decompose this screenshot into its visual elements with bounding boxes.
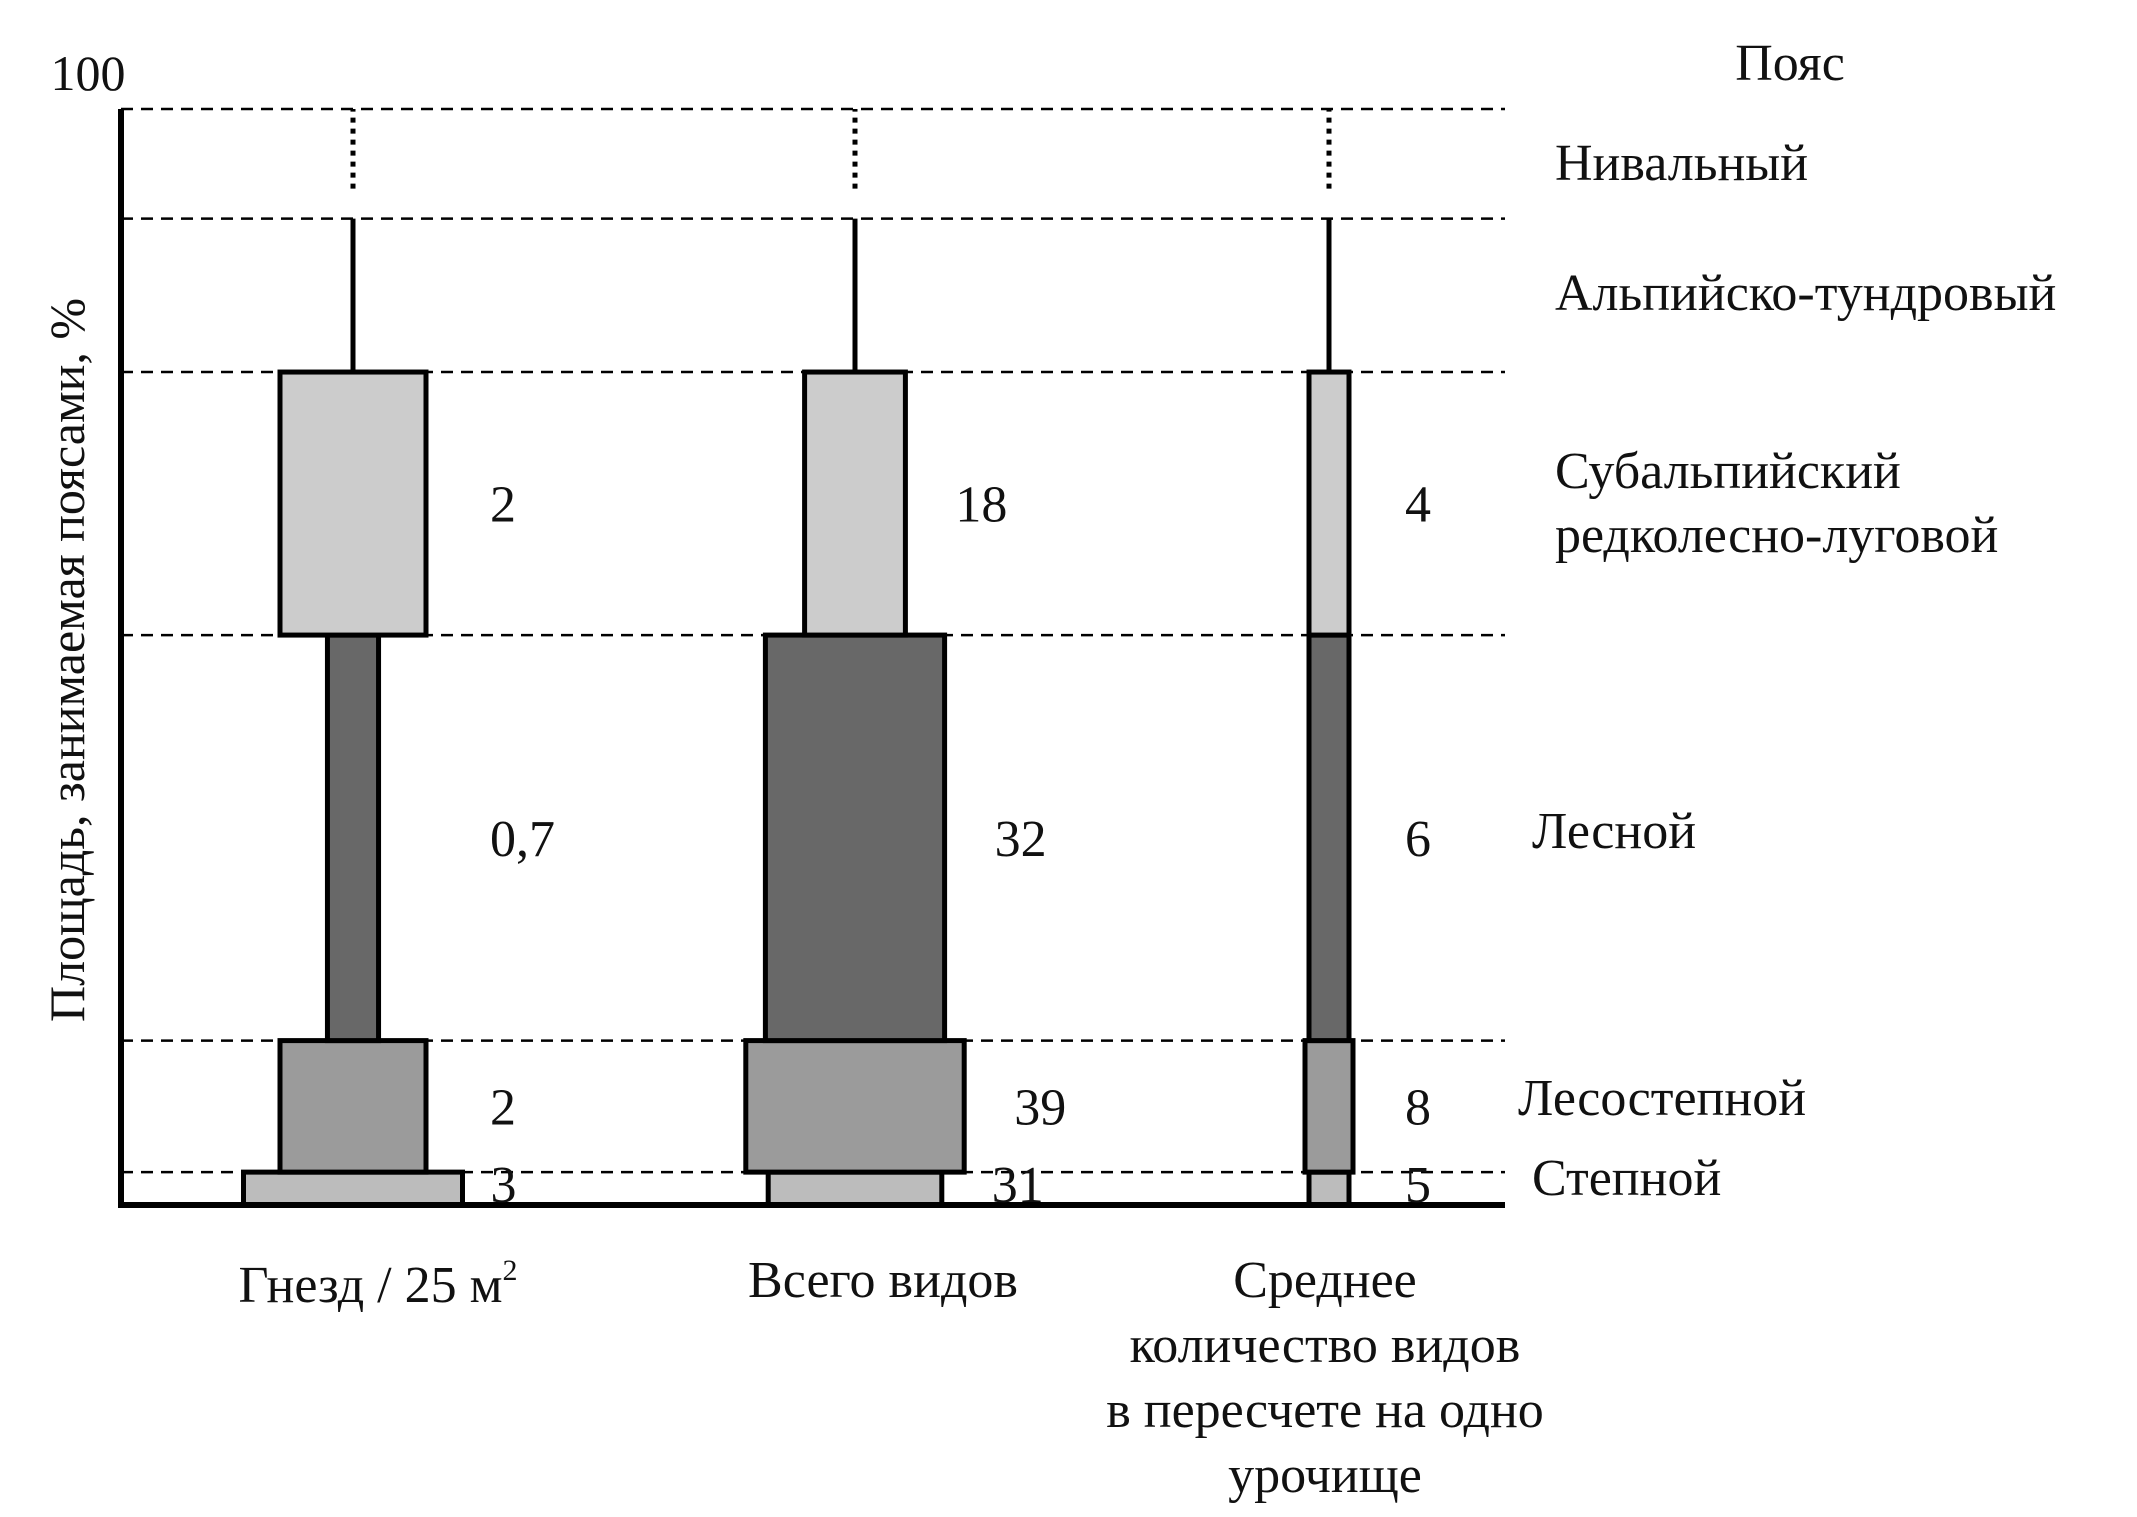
- value-label-2-2: 6: [1405, 810, 1431, 868]
- category-label-mean-species-line1: Среднее: [1233, 1252, 1417, 1309]
- y-axis-label: Площадь, занимаемая поясами, %: [39, 298, 95, 1022]
- belt-label-forest-steppe: Лесостепной: [1518, 1070, 1807, 1127]
- value-label-1-2: 32: [994, 810, 1047, 868]
- category-label-total-species: Всего видов: [748, 1252, 1018, 1309]
- y-max-tick-label: 100: [50, 45, 126, 101]
- bar-2-0: [1309, 1172, 1349, 1205]
- value-label-0-1: 2: [490, 1079, 516, 1137]
- bar-2-2: [1309, 635, 1349, 1041]
- bar-2-3: [1309, 372, 1349, 635]
- bar-1-3: [805, 372, 906, 635]
- value-label-1-0: 31: [991, 1157, 1044, 1214]
- bar-1-2: [765, 635, 944, 1041]
- bar-0-1: [280, 1041, 426, 1173]
- category-label-mean-species-line2: количество видов: [1129, 1317, 1521, 1374]
- bar-1-0: [768, 1172, 942, 1205]
- category-label-nests: Гнезд / 25 $м^2$: [238, 1254, 518, 1314]
- belt-label-subalpine-line2: редколесно-луговой: [1555, 507, 1999, 564]
- belt-label-nival: Нивальный: [1555, 135, 1809, 192]
- belt-label-subalpine-line1: Субальпийский: [1555, 443, 1901, 500]
- bar-1-1: [746, 1041, 964, 1173]
- category-label-mean-species-line4: урочище: [1228, 1447, 1422, 1504]
- value-label-2-3: 4: [1405, 476, 1431, 534]
- legend-title: Пояс: [1735, 35, 1845, 92]
- bar-2-1: [1305, 1041, 1353, 1173]
- bar-0-3: [280, 372, 426, 635]
- bar-0-0: [244, 1172, 463, 1205]
- belt-label-forest: Лесной: [1532, 803, 1697, 860]
- value-label-2-0: 5: [1405, 1157, 1431, 1214]
- category-label-mean-species-line3: в пересчете на одно: [1106, 1382, 1544, 1439]
- value-label-0-0: 3: [490, 1157, 517, 1214]
- category-labels: [238, 1252, 1543, 1504]
- belt-label-steppe: Степной: [1532, 1150, 1722, 1207]
- value-label-0-2: 0,7: [490, 810, 555, 868]
- value-label-1-3: 18: [955, 476, 1008, 534]
- value-label-0-3: 2: [490, 476, 516, 534]
- bar-0-2: [327, 635, 378, 1041]
- belt-labels: [1518, 135, 2056, 1207]
- value-label-2-1: 8: [1405, 1079, 1431, 1137]
- belt-label-alpine-tundra: Альпийско-тундровый: [1555, 265, 2057, 322]
- value-label-1-1: 39: [1014, 1079, 1067, 1137]
